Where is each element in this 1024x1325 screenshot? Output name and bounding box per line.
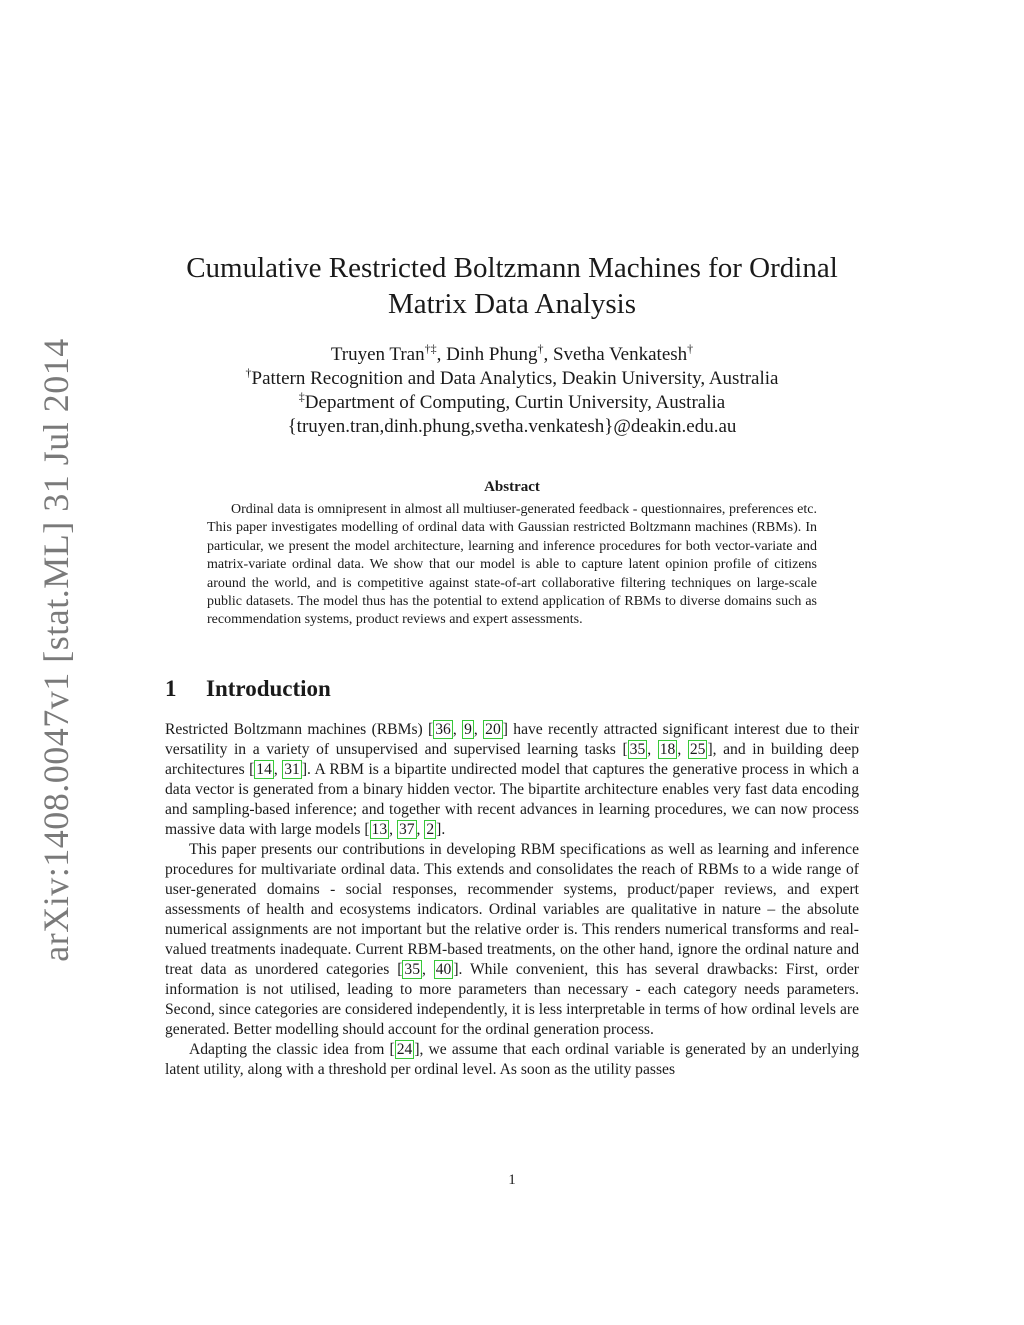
text-run: ]. While convenient, this has several drawbacks: First, order information is not utilised, leading to more parameters than necessary - each category needs parameters. Second, since categories are considered independently, it is less interpretable in terms of how ordinal levels are generated. Better modelling should account for the ordinal generation process.: [165, 961, 860, 1038]
author-name: Truyen Tran: [330, 344, 425, 365]
citation-link[interactable]: 35: [404, 961, 420, 978]
citation-link[interactable]: 14: [256, 761, 272, 778]
affiliation-1: [150, 367, 874, 391]
affiliation-mark: †: [687, 341, 694, 356]
text-run: ], we assume that each ordinal variable is generated by an underlying latent utility, along with a threshold per ordinal level. As soon as the utility passes: [165, 1041, 859, 1078]
arxiv-identifier-stamp: arXiv:1408.0047v1 [stat.ML] 31 Jul 2014: [36, 338, 76, 962]
author-name: Svetha Venkatesh: [552, 344, 688, 365]
section-number: 1: [165, 676, 177, 701]
affiliation-mark: ‡: [298, 389, 305, 404]
affiliation-mark: †: [537, 341, 544, 356]
citation-link[interactable]: 2: [426, 821, 435, 838]
text-run: Restricted Boltzmann machines (RBMs) [: [165, 721, 434, 738]
citation-link[interactable]: 37: [398, 821, 415, 838]
text-run: ]. A RBM is a bipartite undirected model that captures the generative process in which a data vector is generated from a binary hidden vector. The bipartite architecture enables very fast data encoding and sampling-based inference; and together with recent advances in learning procedures, we can now process massive data with large models [: [165, 761, 860, 838]
citation-link[interactable]: 20: [485, 721, 501, 738]
author-emails: {truyen.tran,dinh.phung,svetha.venkatesh}@deakin.edu.au: [287, 416, 737, 437]
text-run: ,: [421, 961, 434, 978]
citation-link[interactable]: 9: [464, 721, 472, 738]
citation-link[interactable]: 25: [689, 741, 706, 758]
author-block: [150, 343, 874, 439]
text-run: ,: [273, 761, 283, 778]
citation-link[interactable]: 40: [435, 961, 452, 978]
author-name: Dinh Phung: [446, 344, 538, 365]
section-heading: [165, 676, 331, 702]
text-run: ] have recently attracted significant interest due to their versatility in a variety of unsupervised and supervised learning tasks [: [165, 721, 859, 758]
title-line-2: Matrix Data Analysis: [387, 288, 637, 320]
citation-link[interactable]: 24: [396, 1041, 413, 1058]
paragraph: [165, 720, 859, 840]
introduction-body: [165, 720, 859, 1080]
section-title: Introduction: [206, 676, 331, 701]
citation-link[interactable]: 18: [659, 741, 676, 758]
abstract-heading: Abstract: [484, 479, 540, 495]
affiliation-mark: †: [245, 365, 252, 380]
paragraph: [165, 1040, 859, 1080]
citation-link[interactable]: 35: [629, 741, 646, 758]
page-number: 1: [508, 1172, 516, 1188]
text-run: ,: [389, 821, 397, 838]
citation-link[interactable]: 36: [435, 721, 451, 738]
text-run: ,: [677, 741, 688, 758]
text-run: ].: [436, 821, 446, 838]
title-line-1: Cumulative Restricted Boltzmann Machines for Ordinal: [186, 252, 838, 284]
affiliation-text: Department of Computing, Curtin University, Australia: [304, 392, 726, 413]
paragraph: [165, 840, 859, 1040]
affiliation-mark: †‡: [424, 341, 437, 356]
author-names: Truyen Tran†‡, Dinh Phung†, Svetha Venkatesh†: [330, 341, 694, 365]
affiliation-2: [150, 391, 874, 415]
text-run: ,: [452, 721, 463, 738]
text-run: ,: [416, 821, 425, 838]
text-run: Adapting the classic idea from [: [189, 1041, 395, 1058]
text-run: ], and in building deep architectures [: [165, 741, 859, 778]
text-run: This paper presents our contributions in developing RBM specifications as well as learning and inference procedures for multivariate ordinal data. This extends and consolidates the reach of RBMs to a wide range of user-generated domains - social responses, recommender systems, product/paper reviews, and expert assessments of health and ecosystems indicators. Ordinal variables are qualitative in nature – the absolute numerical assignments are not important but the relative order is. This renders numerical transforms and real-valued treatments inadequate. Current RBM-based treatments, on the other hand, ignore the ordinal nature and treat data as unordered categories [: [165, 841, 859, 978]
citation-link[interactable]: 31: [284, 761, 300, 778]
abstract-text: Ordinal data is omnipresent in almost all multiuser-generated feedback - questionnaires, preferences etc. This paper investigates modelling of ordinal data with Gaussian restricted Boltzmann machines (RBMs). In particular, we present the model architecture, learning and inference procedures for both vector-variate and matrix-variate ordinal data. We show that our model is able to capture latent opinion profile of citizens around the world, and is competitive against state-of-art collaborative filtering techniques on large-scale public datasets. The model thus has the potential to extend application of RBMs to diverse domains such as recommendation systems, product reviews and expert assessments.: [207, 502, 817, 628]
affiliation-text: Pattern Recognition and Data Analytics, Deakin University, Australia: [251, 368, 779, 389]
text-run: ,: [473, 721, 484, 738]
text-run: ,: [647, 741, 658, 758]
citation-link[interactable]: 13: [371, 821, 388, 838]
page-title: [150, 250, 874, 322]
